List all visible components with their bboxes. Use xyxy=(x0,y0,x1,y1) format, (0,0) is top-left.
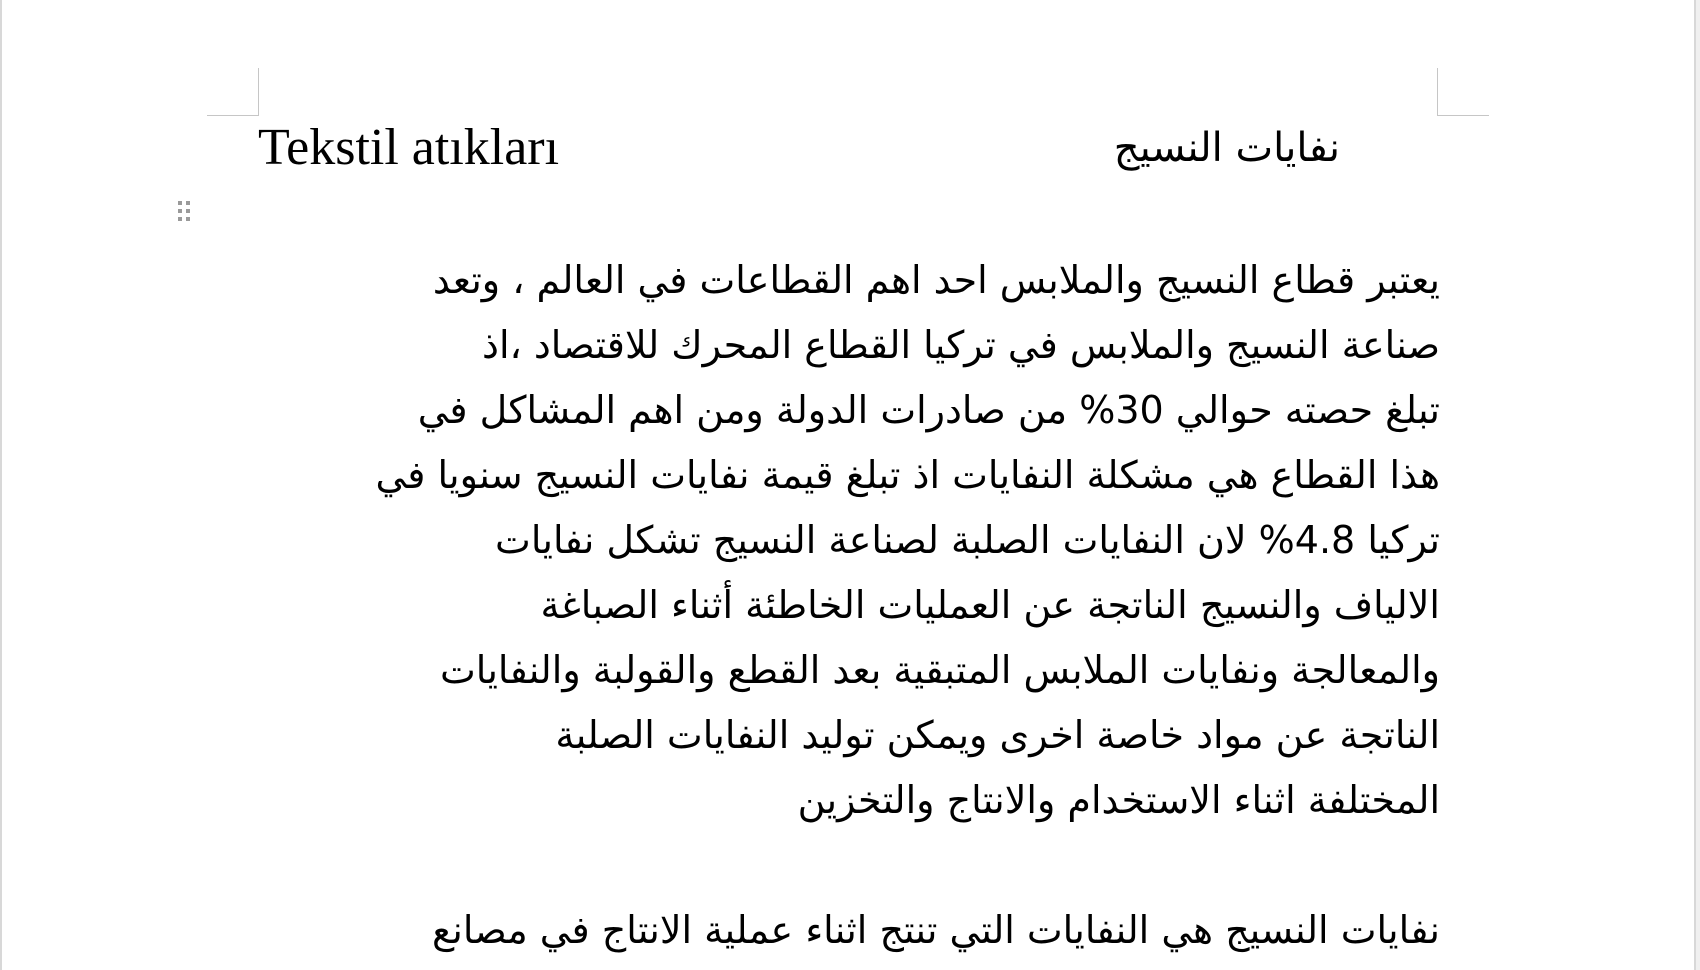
title-latin[interactable]: Tekstil atıkları xyxy=(258,119,560,176)
paragraph-2-line[interactable]: نفايات النسيج هي النفايات التي تنتج اثناء عملية الانتاج في مصانع xyxy=(432,908,1440,952)
paragraph-1-line[interactable]: والمعالجة ونفايات الملابس المتبقية بعد القطع والقولبة والنفايات xyxy=(439,648,1440,692)
margin-mark-top-right xyxy=(1437,68,1438,116)
paragraph-1-line[interactable]: صناعة النسيج والملابس في تركيا القطاع المحرك للاقتصاد ،اذ xyxy=(482,323,1440,367)
paragraph-1-line[interactable]: تبلغ حصته حوالي 30% من صادرات الدولة ومن اهم المشاكل في xyxy=(417,388,1440,432)
paragraph-1-line[interactable]: تركيا 4.8% لان النفايات الصلبة لصناعة النسيج تشكل نفايات xyxy=(495,518,1440,562)
margin-mark-top-right xyxy=(1437,115,1489,116)
title-arabic[interactable]: نفايات النسيج xyxy=(1113,125,1340,171)
paragraph-1-line[interactable]: المختلفة اثناء الاستخدام والانتاج والتخزين xyxy=(797,778,1440,822)
paragraph-1-line[interactable]: يعتبر قطاع النسيج والملابس احد اهم القطاعات في العالم ، وتعد xyxy=(432,258,1440,302)
margin-mark-top-left xyxy=(207,115,259,116)
paragraph-1-line[interactable]: الناتجة عن مواد خاصة اخرى ويمكن توليد النفايات الصلبة xyxy=(555,713,1440,757)
empty-paragraph[interactable] xyxy=(260,833,1440,898)
page-right-shade xyxy=(1696,0,1700,970)
table-move-handle-icon[interactable] xyxy=(178,201,194,229)
margin-mark-top-left xyxy=(258,68,259,116)
body-text[interactable] xyxy=(260,248,1440,963)
page-edge-left xyxy=(0,0,2,970)
paragraph-1-line[interactable]: هذا القطاع هي مشكلة النفايات اذ تبلغ قيمة نفايات النسيج سنويا في xyxy=(375,453,1440,497)
paragraph-1-line[interactable]: الالياف والنسيج الناتجة عن العمليات الخاطئة أثناء الصباغة xyxy=(540,583,1440,627)
